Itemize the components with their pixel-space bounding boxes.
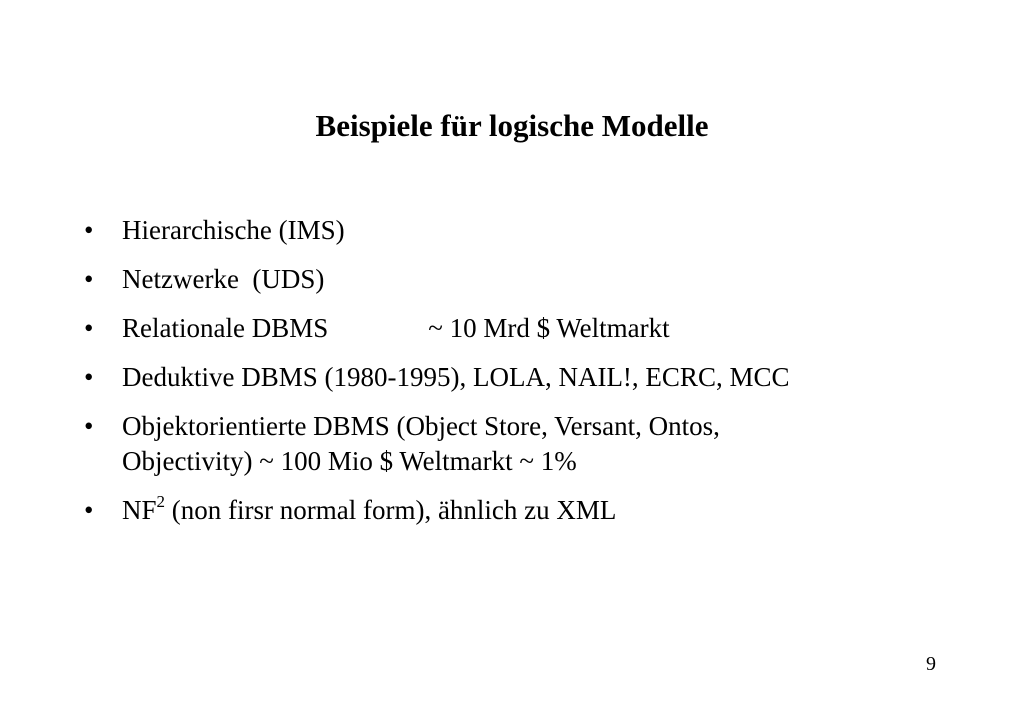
list-item-text: Relationale DBMS bbox=[122, 313, 329, 343]
list-item-hierarchische bbox=[84, 213, 964, 248]
list-item-objektorientierte bbox=[84, 409, 964, 479]
list-item-nf2 bbox=[84, 493, 964, 528]
list-item-text: (non firsr normal form), ähnlich zu XML bbox=[165, 495, 617, 525]
bullet-icon: • bbox=[84, 495, 94, 525]
list-item-text: Deduktive DBMS (1980-1995), LOLA, NAIL!, ECRC, MCC bbox=[122, 362, 790, 392]
bullet-icon: • bbox=[84, 264, 94, 294]
list-item-text: Hierarchische (IMS) bbox=[122, 215, 345, 245]
bullet-icon: • bbox=[84, 215, 94, 245]
list-item-netzwerke bbox=[84, 262, 964, 297]
list-item-text: Netzwerke (UDS) bbox=[122, 264, 325, 294]
list-item-note: ~ 10 Mrd $ Weltmarkt bbox=[428, 313, 670, 343]
list-item-relationale bbox=[84, 311, 964, 346]
list-item-text-line2: Objectivity) ~ 100 Mio $ Weltmarkt ~ 1% bbox=[122, 446, 577, 476]
list-item-deduktive bbox=[84, 360, 964, 395]
list-item-prefix: NF bbox=[122, 495, 157, 525]
bullet-icon: • bbox=[84, 362, 94, 392]
page-number: 9 bbox=[926, 653, 936, 675]
list-item-text-line1: Objektorientierte DBMS (Object Store, Versant, Ontos, bbox=[122, 411, 720, 441]
bullet-icon: • bbox=[84, 411, 94, 441]
bullet-icon: • bbox=[84, 313, 94, 343]
slide-title: Beispiele für logische Modelle bbox=[315, 108, 709, 143]
list-item-superscript: 2 bbox=[156, 492, 166, 511]
bullet-list bbox=[84, 213, 964, 542]
